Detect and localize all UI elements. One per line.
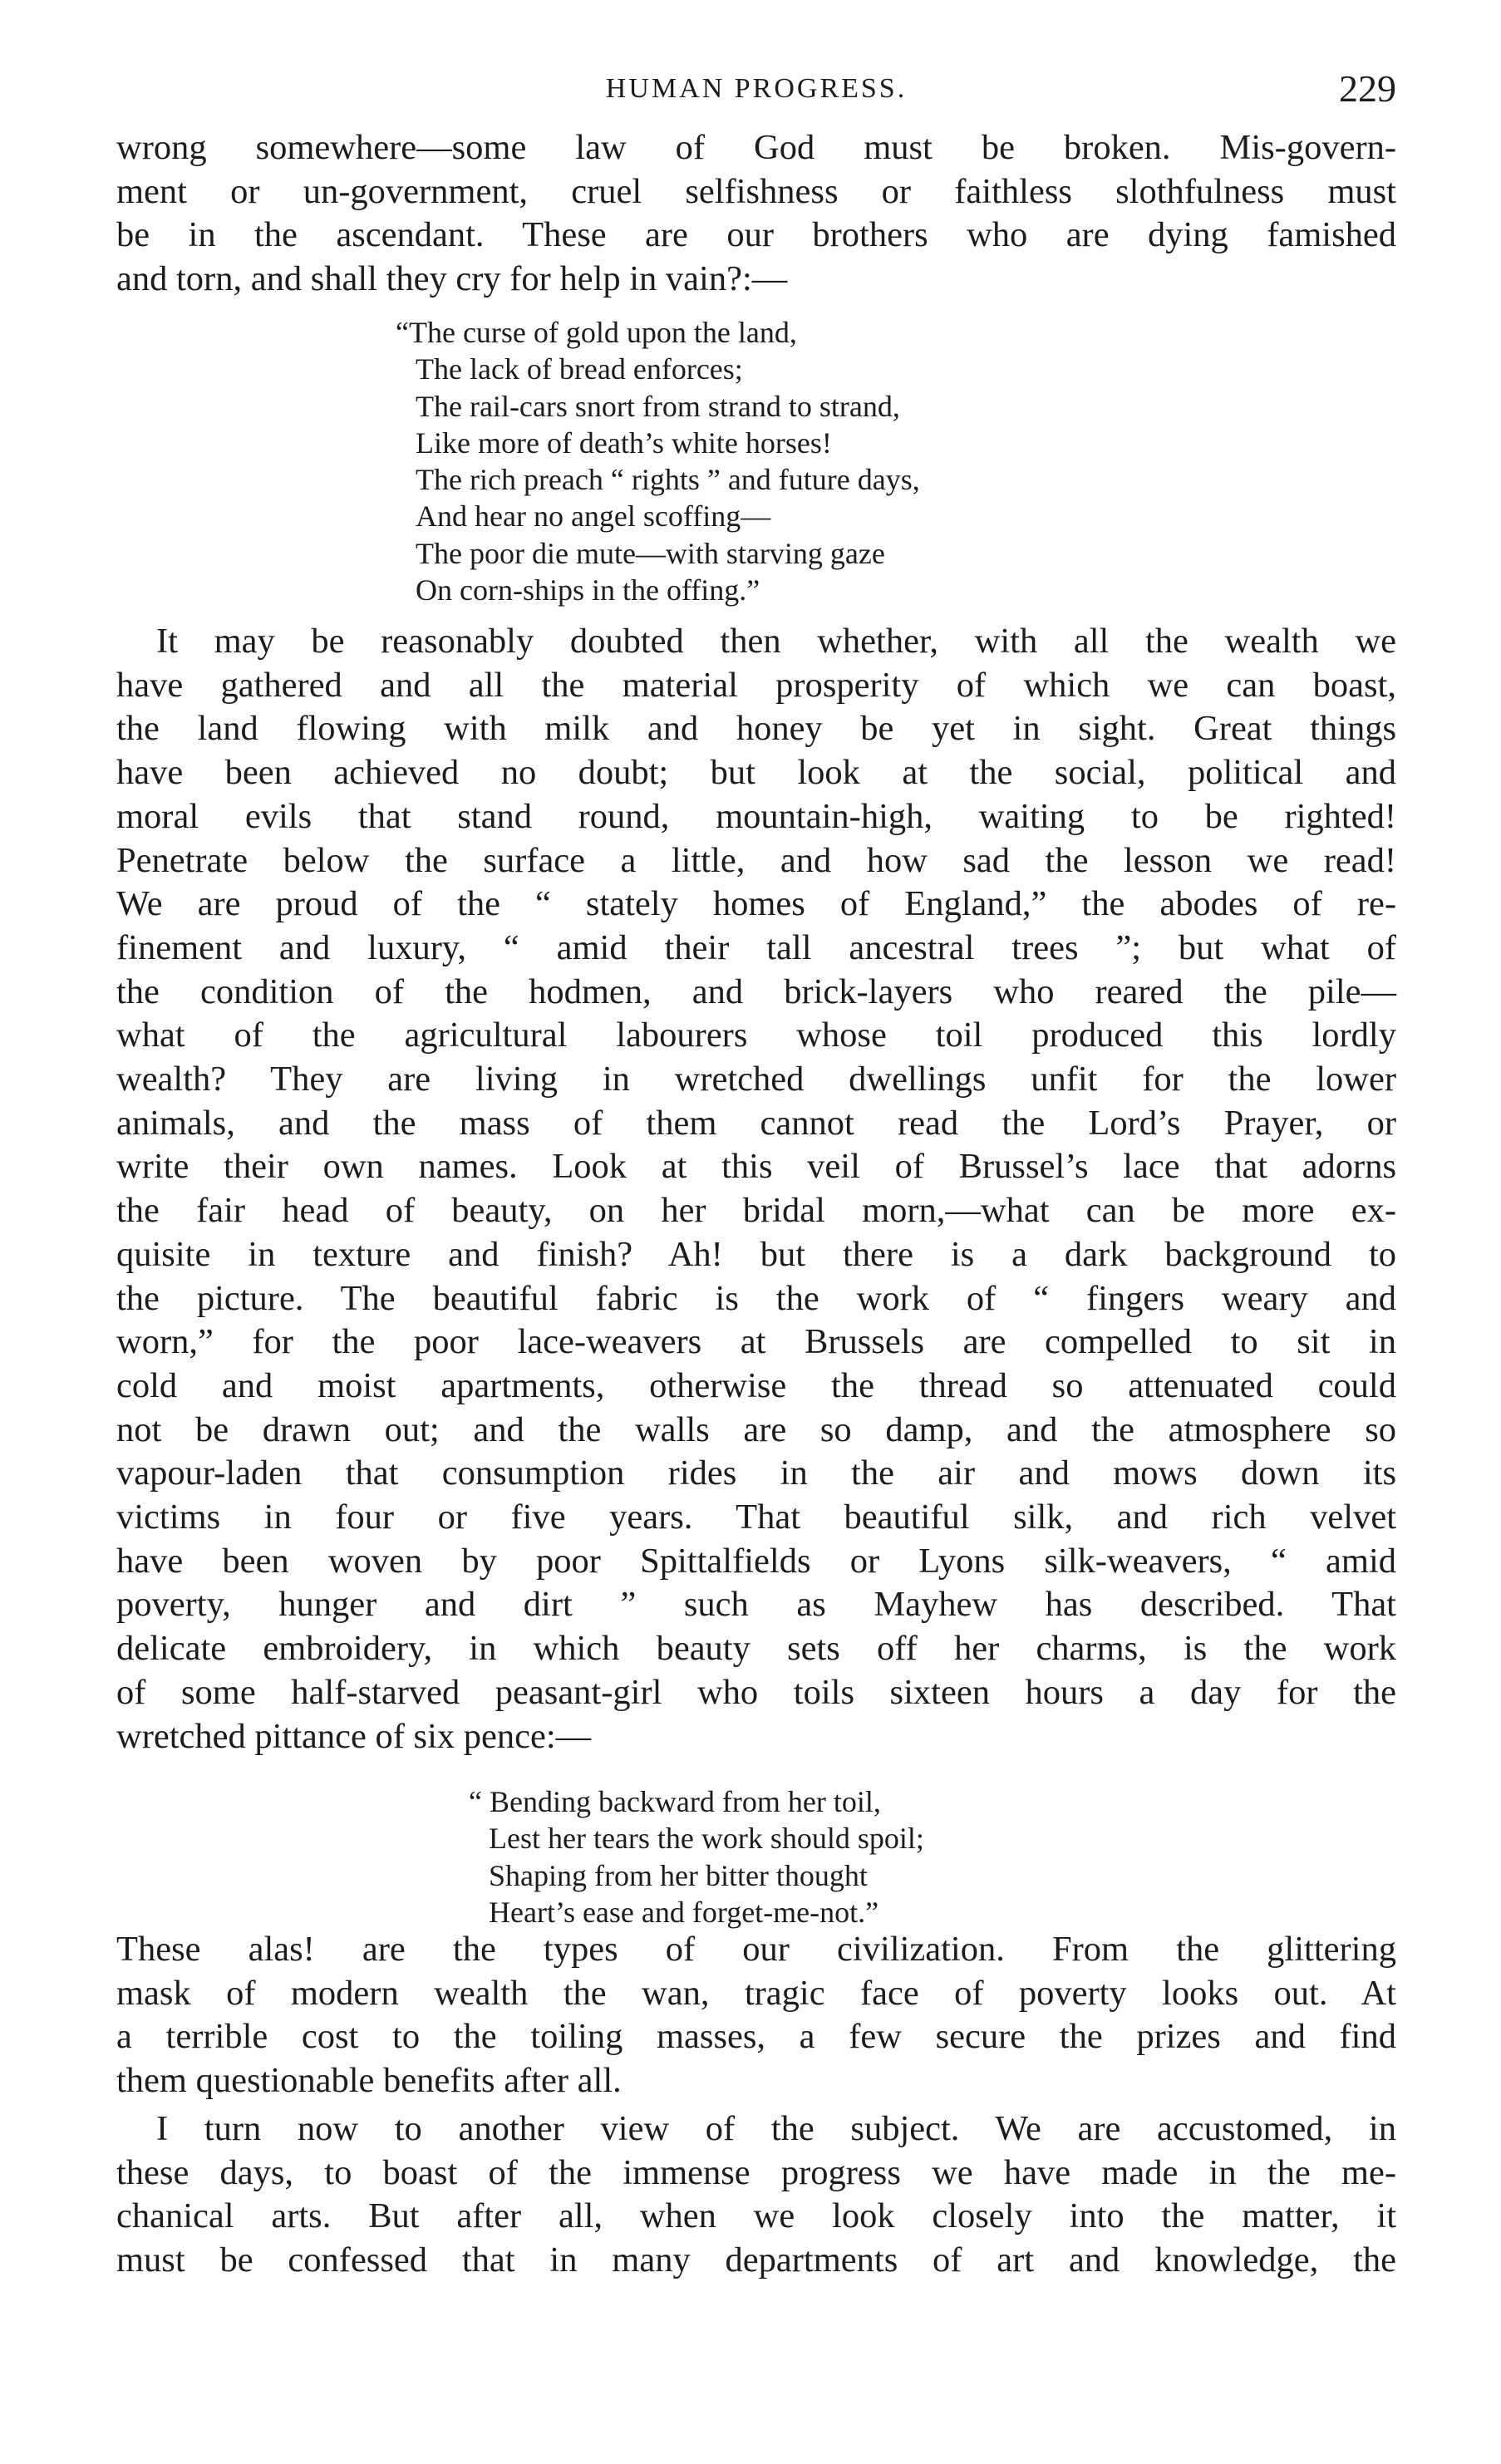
text-line: wealth? They are living in wretched dwellings unfit for the lower <box>116 1060 1396 1099</box>
text-line: animals, and the mass of them cannot read the Lord’s Prayer, or <box>116 1103 1396 1143</box>
text-line: the condition of the hodmen, and brick-layers who reared the pile— <box>116 971 1396 1011</box>
text-line: the fair head of beauty, on her bridal morn,—what can be more ex- <box>116 1191 1396 1231</box>
text-line: mask of modern wealth the wan, tragic face of poverty looks out. At <box>116 1973 1396 2013</box>
text-line: the picture. The beautiful fabric is the work of “ fingers weary and <box>116 1278 1396 1318</box>
text-line: be in the ascendant. These are our brothers who are dying famished <box>116 215 1396 255</box>
text-line: poverty, hunger and dirt ” such as Mayhew has described. That <box>116 1585 1396 1625</box>
verse-line: Lest her tears the work should spoil; <box>489 1822 924 1856</box>
text-line: victims in four or five years. That beautiful silk, and rich velvet <box>116 1498 1396 1537</box>
text-line: them questionable benefits after all. <box>116 2061 622 2101</box>
text-line: wretched pittance of six pence:— <box>116 1716 592 1756</box>
verse-line: And hear no angel scoffing— <box>416 499 771 534</box>
paragraph-1 <box>116 126 1396 302</box>
text-line: the land flowing with milk and honey be yet in sight. Great things <box>116 709 1396 749</box>
verse-line: Heart’s ease and forget-me-not.” <box>489 1895 879 1929</box>
text-line: cold and moist apartments, otherwise the thread so attenuated could <box>116 1365 1396 1405</box>
text-line: of some half-starved peasant-girl who toils sixteen hours a day for the <box>116 1672 1396 1712</box>
text-line: wrong somewhere—some law of God must be broken. Mis-govern- <box>116 128 1396 167</box>
text-line: a terrible cost to the toiling masses, a few secure the prizes and find <box>116 2017 1396 2057</box>
text-line: have been achieved no doubt; but look at the social, political and <box>116 753 1396 793</box>
paragraph-3 <box>116 1928 1396 2103</box>
verse-quotation-2 <box>469 1783 924 1930</box>
verse-line: Shaping from her bitter thought <box>489 1858 868 1892</box>
text-line: vapour-laden that consumption rides in the air and mows down its <box>116 1453 1396 1493</box>
paragraph-2 <box>116 620 1396 1758</box>
text-line: ment or un-government, cruel selfishness or faithless slothfulness must <box>116 171 1396 211</box>
verse-line: The poor die mute—with starving gaze <box>416 536 885 570</box>
text-line: These alas! are the types of our civilization. From the glittering <box>116 1930 1396 1969</box>
verse-line: The rich preach “ rights ” and future days, <box>416 463 920 497</box>
verse-line: “ Bending backward from her toil, <box>469 1785 881 1818</box>
verse-line: The lack of bread enforces; <box>416 352 743 386</box>
text-line: moral evils that stand round, mountain-high, waiting to be righted! <box>116 796 1396 836</box>
verse-line: Like more of death’s white horses! <box>416 425 832 460</box>
text-line: have been woven by poor Spittalfields or Lyons silk-weavers, “ amid <box>116 1541 1396 1581</box>
paragraph-4 <box>116 2107 1396 2283</box>
text-line: finement and luxury, “ amid their tall ancestral trees ”; but what of <box>116 927 1396 967</box>
text-line: I turn now to another view of the subject. We are accustomed, in <box>156 2109 1396 2148</box>
text-line: We are proud of the “ stately homes of England,” the abodes of re- <box>116 884 1396 924</box>
text-line: quisite in texture and finish? Ah! but there is a dark background to <box>116 1234 1396 1274</box>
text-line: Penetrate below the surface a little, and how sad the lesson we read! <box>116 840 1396 880</box>
text-line: what of the agricultural labourers whose toil produced this lordly <box>116 1016 1396 1055</box>
text-line: chanical arts. But after all, when we look closely into the matter, it <box>116 2196 1396 2236</box>
verse-quotation-1 <box>396 314 920 608</box>
text-line: and torn, and shall they cry for help in vain?:— <box>116 259 788 299</box>
text-line: these days, to boast of the immense progress we have made in the me- <box>116 2152 1396 2192</box>
text-line: write their own names. Look at this veil of Brussel’s lace that adorns <box>116 1147 1396 1187</box>
page-number: 229 <box>1339 67 1396 110</box>
verse-line: The rail-cars snort from strand to strand, <box>416 389 900 423</box>
text-line: worn,” for the poor lace-weavers at Brussels are compelled to sit in <box>116 1322 1396 1362</box>
text-line: have gathered and all the material prosperity of which we can boast, <box>116 665 1396 705</box>
verse-line: On corn-ships in the offing.” <box>416 573 760 607</box>
text-line: It may be reasonably doubted then whether, with all the wealth we <box>156 622 1396 661</box>
text-line: must be confessed that in many departments of art and knowledge, the <box>116 2240 1396 2280</box>
text-line: not be drawn out; and the walls are so damp, and the atmosphere so <box>116 1409 1396 1449</box>
text-line: delicate embroidery, in which beauty sets off her charms, is the work <box>116 1629 1396 1669</box>
running-title: HUMAN PROGRESS. <box>605 73 908 104</box>
page-header <box>116 60 1396 118</box>
verse-line: “The curse of gold upon the land, <box>396 316 797 349</box>
